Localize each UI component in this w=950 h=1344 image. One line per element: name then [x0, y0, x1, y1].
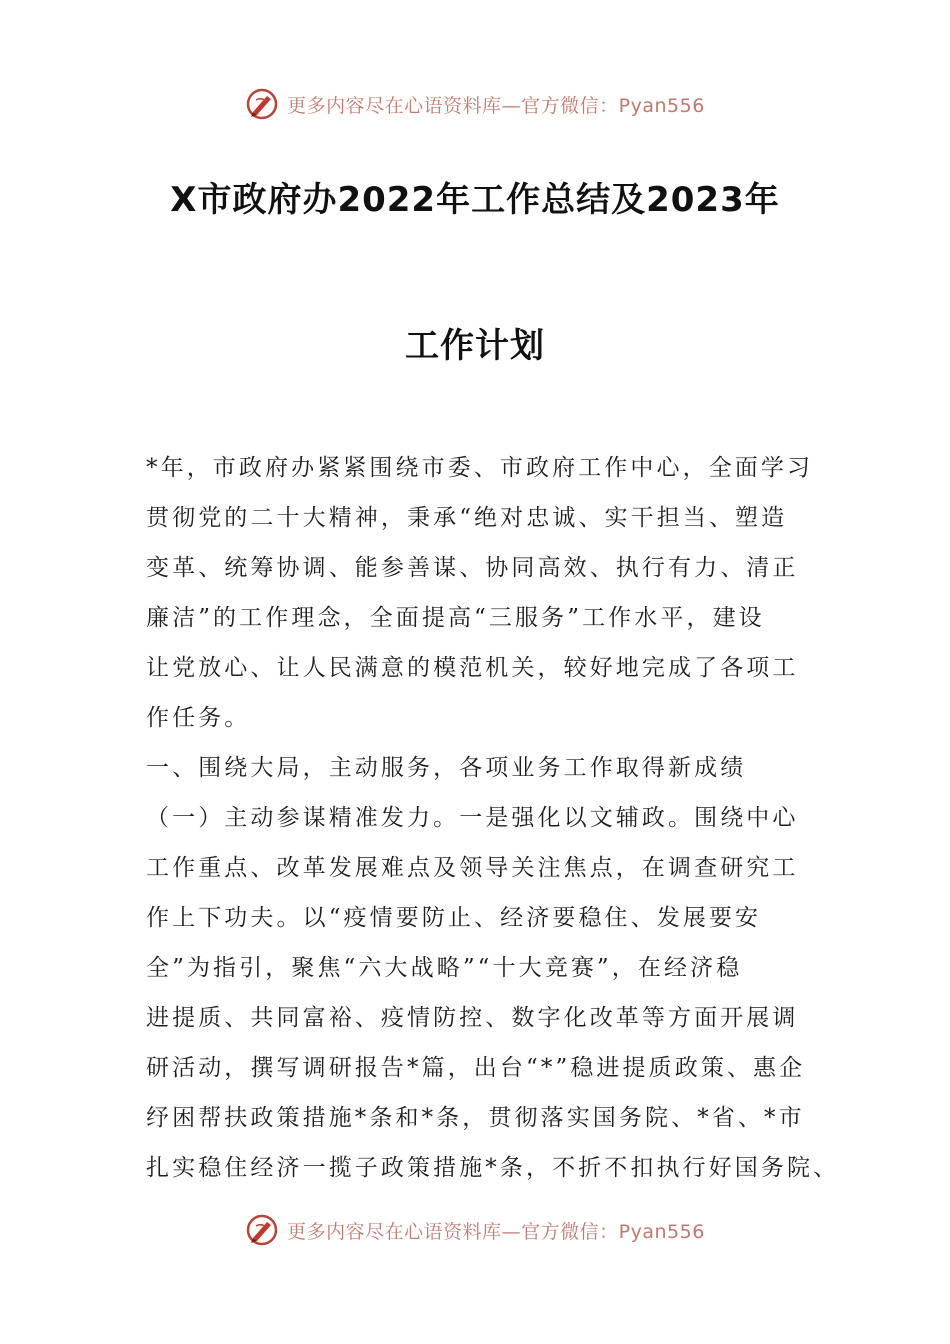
- body-line: （一）主动参谋精准发力。一是强化以文辅政。围绕中心: [146, 805, 799, 831]
- watermark-wechat-id: Pyan556: [618, 1220, 705, 1243]
- body-line: 工作重点、改革发展难点及领导关注焦点，在调查研究工: [146, 855, 799, 881]
- section-heading: 一、围绕大局，主动服务，各项业务工作取得新成绩: [146, 755, 747, 781]
- body-line: 扎实稳住经济一揽子政策措施*条，不折不扣执行好国务院、: [146, 1155, 840, 1181]
- watermark-label: 更多内容尽在心语资料库—官方微信：: [287, 1220, 619, 1243]
- pen-logo-icon: [245, 87, 279, 121]
- document-title-line-1: X市政府办2022年工作总结及2023年: [170, 180, 780, 220]
- body-line: 作任务。: [146, 705, 251, 731]
- body-line: 作上下功夫。以“疫情要防止、经济要稳住、发展要安: [146, 905, 762, 931]
- watermark-label: 更多内容尽在心语资料库—官方微信：: [287, 94, 619, 117]
- document-body: [146, 443, 840, 1193]
- document-title-line-2: 工作计划: [405, 326, 545, 366]
- watermark-banner-top: [0, 84, 950, 124]
- watermark-text: [287, 1217, 705, 1244]
- watermark-banner-bottom: [0, 1210, 950, 1250]
- watermark-wechat-id: Pyan556: [618, 94, 705, 117]
- body-line: *年，市政府办紧紧围绕市委、市政府工作中心，全面学习: [146, 455, 814, 481]
- body-line: 让党放心、让人民满意的模范机关，较好地完成了各项工: [146, 655, 799, 681]
- body-line: 变革、统筹协调、能参善谋、协同高效、执行有力、清正: [146, 555, 799, 581]
- pen-logo-icon: [245, 1213, 279, 1247]
- watermark-text: [287, 91, 705, 118]
- body-line: 进提质、共同富裕、疫情防控、数字化改革等方面开展调: [146, 1005, 799, 1031]
- body-line: 纾困帮扶政策措施*条和*条，贯彻落实国务院、*省、*市: [146, 1105, 805, 1131]
- body-line: 贯彻党的二十大精神，秉承“绝对忠诚、实干担当、塑造: [146, 505, 788, 531]
- body-line: 研活动，撰写调研报告*篇，出台“*”稳进提质政策、惠企: [146, 1055, 806, 1081]
- body-line: 全”为指引，聚焦“六大战略”“十大竞赛”，在经济稳: [146, 955, 743, 981]
- body-line: 廉洁”的工作理念，全面提高“三服务”工作水平，建设: [146, 605, 765, 631]
